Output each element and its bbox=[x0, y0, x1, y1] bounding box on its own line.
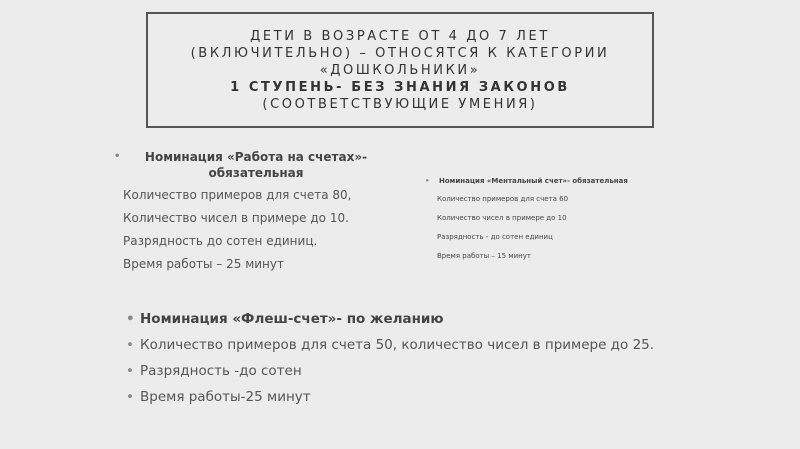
bottom-list-item-text: Время работы-25 минут bbox=[140, 389, 311, 405]
bottom-nomination-block bbox=[121, 310, 781, 414]
bottom-list-item-text: Разрядность -до сотен bbox=[140, 363, 302, 379]
right-nomination-block bbox=[421, 176, 711, 270]
bullet-icon: • bbox=[126, 363, 134, 379]
bullet-icon: • bbox=[126, 337, 134, 353]
title-line-5: (СООТВЕТСТВУЮЩИЕ УМЕНИЯ) bbox=[262, 96, 538, 112]
left-list-item: Количество чисел в примере до 10. bbox=[123, 211, 349, 225]
left-list-item: Разрядность до сотен единиц. bbox=[123, 234, 318, 248]
bottom-list-item bbox=[121, 362, 781, 380]
left-nomination-block bbox=[114, 149, 384, 279]
right-list-item: Время работы – 15 минут bbox=[437, 252, 531, 260]
left-list-item: Время работы – 25 минут bbox=[123, 257, 284, 271]
right-list-item: Количество примеров для счета 60 bbox=[437, 195, 569, 203]
bullet-icon: • bbox=[114, 151, 121, 162]
left-list-item: Количество примеров для счета 80, bbox=[123, 188, 352, 202]
left-nomination-item bbox=[114, 149, 384, 181]
right-list-item: Разрядность - до сотен единиц bbox=[437, 233, 553, 241]
bullet-icon: • bbox=[425, 177, 430, 185]
title-line-4: 1 СТУПЕНЬ- БЕЗ ЗНАНИЯ ЗАКОНОВ bbox=[230, 79, 570, 95]
bottom-list-item-text: Количество примеров для счета 50, количество чисел в примере до 25. bbox=[140, 337, 655, 353]
title-line-2: (ВКЛЮЧИТЕЛЬНО) – ОТНОСЯТСЯ К КАТЕГОРИИ bbox=[190, 45, 610, 61]
bullet-icon: • bbox=[126, 389, 134, 405]
title-line-3: «ДОШКОЛЬНИКИ» bbox=[319, 62, 481, 78]
right-list-item: Количество чисел в примере до 10 bbox=[437, 214, 567, 222]
right-nomination-item bbox=[421, 176, 711, 186]
bottom-list-item bbox=[121, 388, 781, 406]
bottom-nomination-title: Номинация «Флеш-счет»- по желанию bbox=[140, 311, 444, 327]
slide-title bbox=[148, 28, 652, 113]
title-box bbox=[146, 12, 654, 128]
bottom-list-item bbox=[121, 336, 781, 354]
title-line-1: ДЕТИ В ВОЗРАСТЕ ОТ 4 ДО 7 ЛЕТ bbox=[250, 28, 550, 44]
right-nomination-title: Номинация «Ментальный счет»- обязательная bbox=[439, 177, 628, 185]
bottom-nomination-item bbox=[121, 310, 781, 328]
left-nomination-title: Номинация «Работа на счетах»- обязательная bbox=[144, 150, 368, 180]
bullet-icon: • bbox=[126, 311, 135, 327]
